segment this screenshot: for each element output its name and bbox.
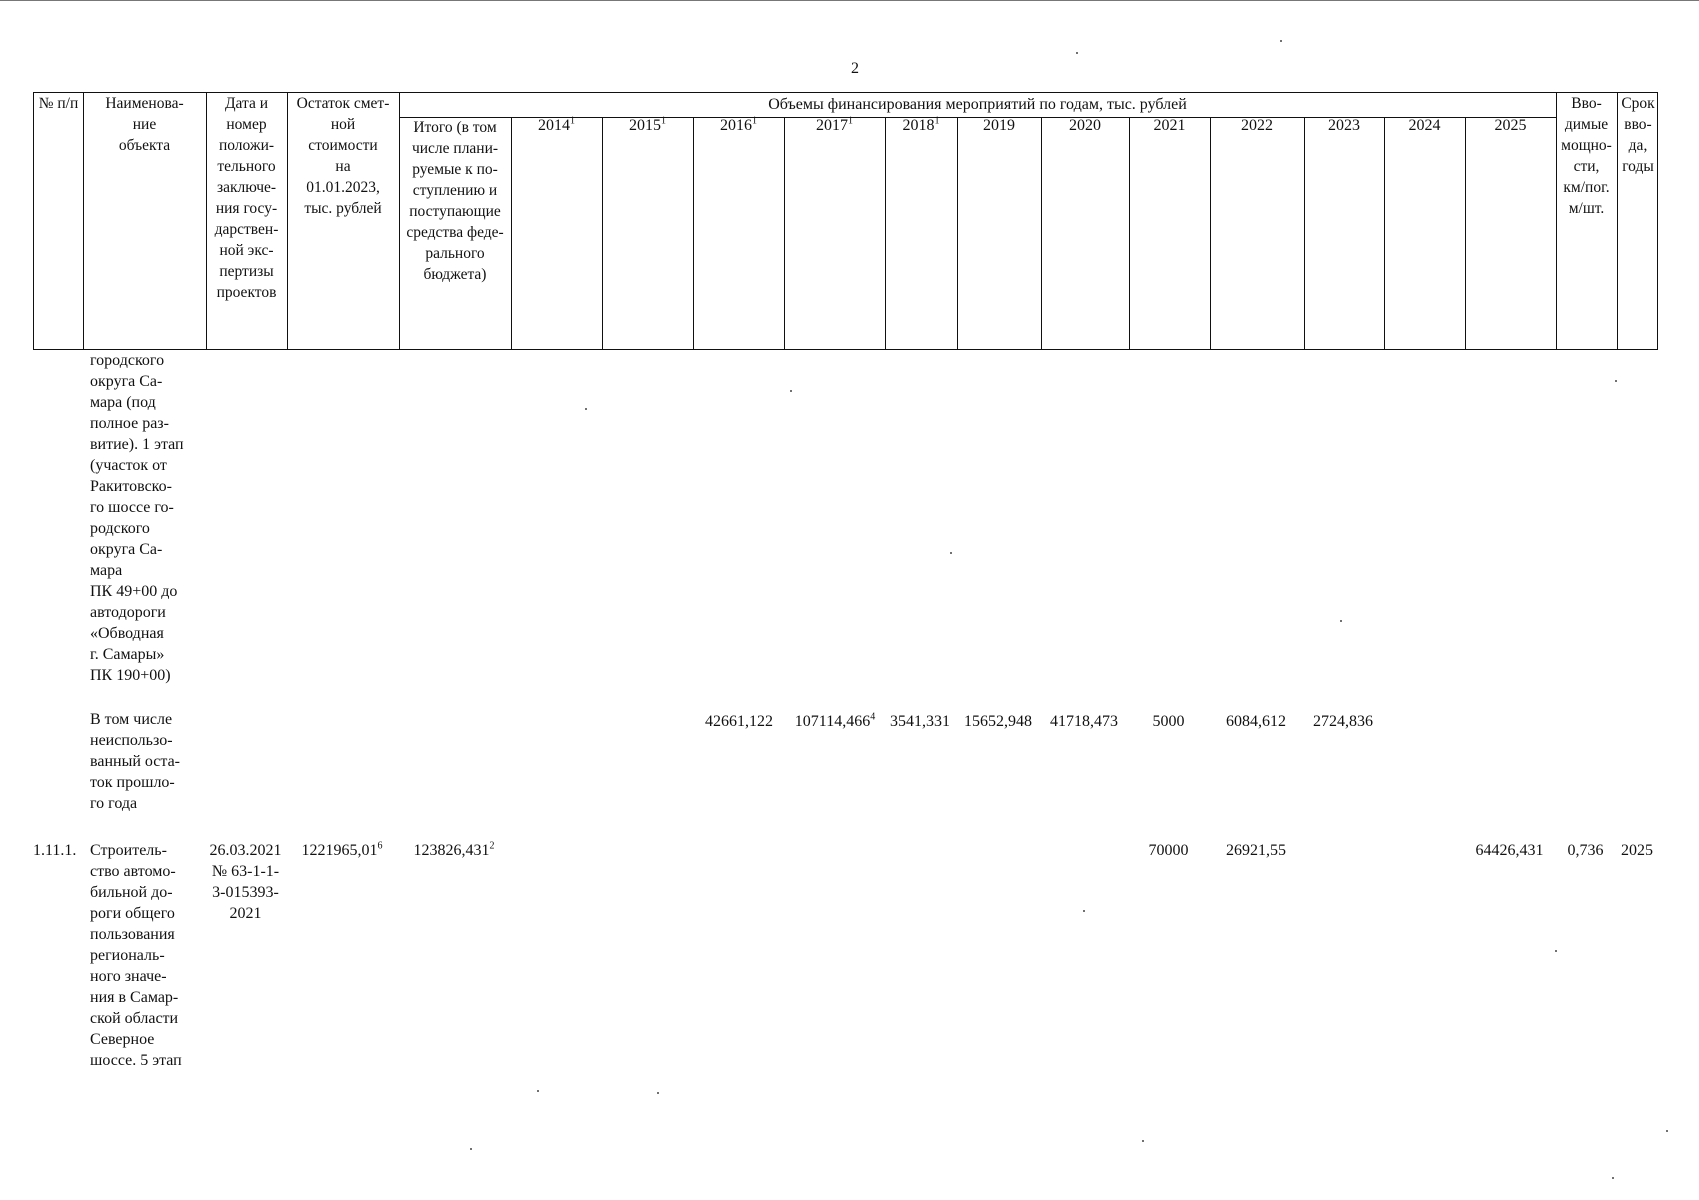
header-deadline: Срок вво- да, годы (1621, 95, 1655, 175)
col-divider (957, 117, 958, 349)
scan-speck (1083, 910, 1085, 912)
scan-speck (585, 408, 587, 410)
scan-edge-line (0, 0, 1699, 1)
item-2025: 64426,431 (1475, 842, 1544, 859)
scan-speck (657, 1092, 659, 1094)
scan-speck (790, 390, 792, 392)
header-number: № п/п (38, 95, 79, 112)
col-divider (1304, 117, 1305, 349)
col-divider (1465, 117, 1466, 349)
scan-speck (1076, 52, 1078, 54)
col-divider (1384, 117, 1385, 349)
scan-speck (1615, 380, 1617, 382)
col-divider (511, 117, 512, 349)
year-header-2016: 2016$^1$ (720, 115, 757, 134)
unused-2022: 6084,612 (1226, 713, 1286, 730)
year-header-2014: 2014$^1$ (538, 115, 575, 134)
item-name: Строитель- ство автомо- бильной до- роги общего пользования региональ- ного значе- ния в Самар- ской области Северное шоссе. 5 этап (90, 842, 182, 1069)
col-divider (1210, 117, 1211, 349)
col-divider (602, 117, 603, 349)
item-total: 123826,431$^2$ (413, 840, 495, 859)
unused-2018: 3541,331 (890, 713, 950, 730)
unused-remainder-label: В том числе неиспользо- ванный оста- ток прошло- го года (90, 711, 180, 812)
header-financing-group: Объемы финансирования мероприятий по годам, тыс. рублей (768, 96, 1187, 113)
header-expertise-date: Дата и номер положи- тельного заключе- ния госу- дарствен- ной экс- пертизы проектов (214, 95, 279, 301)
item-capacity: 0,736 (1567, 842, 1604, 859)
year-header-2017: 2017$^1$ (816, 115, 853, 134)
year-header-2024: 2024 (1408, 117, 1441, 134)
year-header-2015: 2015$^1$ (629, 115, 666, 134)
unused-2023: 2724,836 (1313, 713, 1373, 730)
scan-speck (1666, 1130, 1668, 1132)
year-header-2018: 2018$^1$ (902, 115, 940, 134)
item-remaining-cost: 1221965,01$^6$ (301, 840, 383, 859)
scan-speck (1142, 1140, 1144, 1142)
header-remaining-cost: Остаток смет- ной стоимости на 01.01.2023, тыс. рублей (296, 95, 390, 217)
header-total: Итого (в том числе плани- руемые к по- ступлению и поступающие средства феде- рального бюджета) (406, 119, 504, 283)
page-number: 2 (851, 60, 859, 77)
item-2022: 26921,55 (1226, 842, 1286, 859)
scan-speck (1612, 1177, 1614, 1179)
year-header-2022: 2022 (1241, 117, 1273, 134)
item-deadline: 2025 (1621, 842, 1653, 859)
item-expertise-date: 26.03.2021 № 63-1-1- 3-015393- 2021 (209, 842, 282, 922)
scan-speck (1555, 950, 1557, 952)
year-header-2023: 2023 (1328, 117, 1360, 134)
header-object-name: Наименова- ние объекта (105, 95, 184, 154)
col-divider (885, 117, 886, 349)
scan-speck (1280, 40, 1282, 42)
header-capacity: Вво- димые мощно- сти, км/пог. м/шт. (1561, 95, 1612, 217)
unused-2016: 42661,122 (705, 713, 773, 730)
table-header (33, 92, 1658, 350)
scan-speck (537, 1090, 539, 1092)
unused-2017: 107114,466$^4$ (794, 711, 876, 730)
year-header-2025: 2025 (1494, 117, 1527, 134)
year-header-2021: 2021 (1153, 117, 1186, 134)
year-header-2020: 2020 (1069, 117, 1101, 134)
unused-2020: 41718,473 (1050, 713, 1118, 730)
item-2021: 70000 (1148, 842, 1189, 859)
col-divider (784, 117, 785, 349)
scan-speck (1340, 620, 1342, 622)
unused-2021: 5000 (1152, 713, 1185, 730)
scan-speck (470, 1148, 472, 1150)
year-header-2019: 2019 (983, 117, 1015, 134)
item-number: 1.11.1. (33, 842, 77, 859)
unused-2019: 15652,948 (964, 713, 1032, 730)
col-divider (1041, 117, 1042, 349)
continued-object-name: городского округа Са- мара (под полное раз- витие). 1 этап (участок от Ракитовско- го шоссе го- родского округа Са- мара ПК 49+00 до автодороги «Обводная г. Самары» ПК 190+00) (90, 352, 184, 684)
scan-speck (950, 552, 952, 554)
col-divider (693, 117, 694, 349)
col-divider (1129, 117, 1130, 349)
